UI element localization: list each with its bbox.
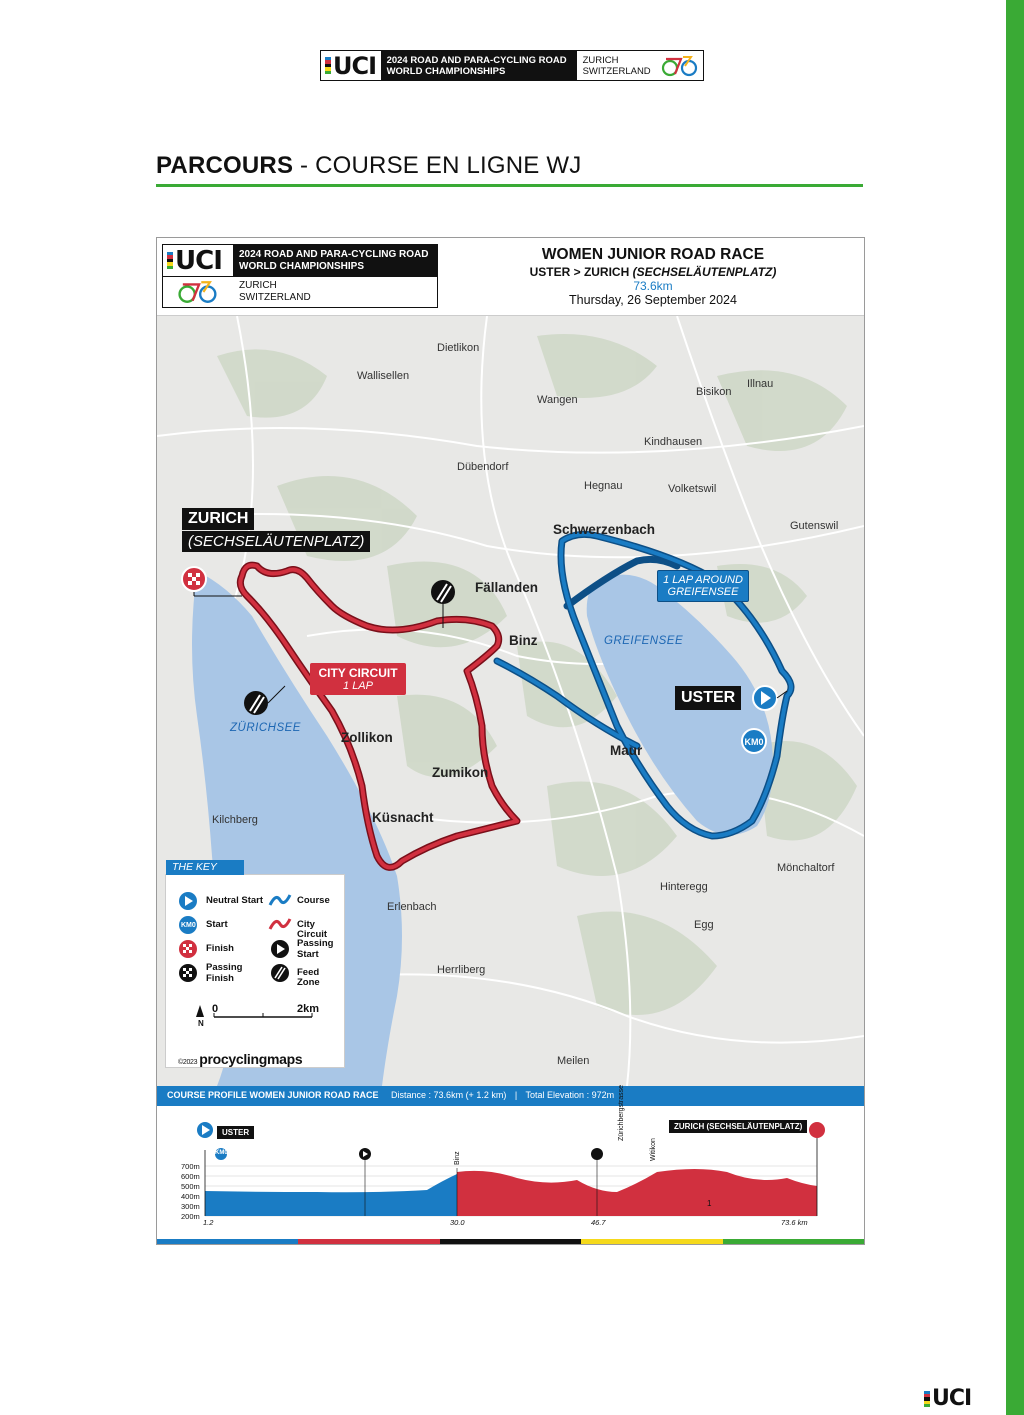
callout-city-circuit: CITY CIRCUIT 1 LAP [310, 663, 406, 695]
feed-zone-legend-icon [270, 963, 290, 983]
place-dubendorf: Dübendorf [457, 461, 509, 473]
map-event-logo: UCI 2024 ROAD AND PARA-CYCLING ROAD WORLD CHAMPIONSHIPS ZURICH SWITZERLAND [162, 244, 438, 308]
place-hegnau: Hegnau [584, 480, 623, 492]
place-hinteregg: Hinteregg [660, 881, 708, 893]
profile-feed-mark: 1 [707, 1199, 712, 1208]
footer-uci-logo: UCI [924, 1388, 971, 1410]
event-banner [320, 50, 704, 81]
place-kindhausen: Kindhausen [644, 436, 703, 448]
km-mark: 30.0 [450, 1218, 465, 1227]
zurich-2024-emblem-icon [163, 277, 233, 307]
uci-logo-text: UCI [333, 51, 377, 80]
km-mark: 73.6 km [781, 1218, 808, 1227]
title-underline [156, 184, 863, 187]
elevation-label: 300m [181, 1202, 200, 1211]
race-route: USTER > ZURICH (SECHSELÄUTENPLATZ) [529, 265, 777, 279]
elevation-label: 400m [181, 1192, 200, 1201]
place-bisikon: Bisikon [696, 386, 732, 398]
route-map [156, 237, 865, 1245]
profile-blue-section [205, 1174, 457, 1216]
callout-zurich-finish: ZURICH (SECHSELÄUTENPLATZ) [182, 508, 370, 552]
procyclingmaps-brand: ©2023 procyclingmaps [178, 1051, 303, 1067]
race-date: Thursday, 26 September 2024 [569, 293, 737, 307]
uci-color-band [157, 1239, 864, 1244]
north-label: N [198, 1019, 204, 1028]
place-herrliberg: Herrliberg [437, 964, 486, 976]
place-schwerzenbach: Schwerzenbach [553, 522, 656, 537]
callout-greifensee-lap: 1 LAP AROUND GREIFENSEE [657, 570, 749, 602]
callout-uster-start: USTER [675, 686, 741, 710]
elevation-label: 500m [181, 1182, 200, 1191]
place-volketswil: Volketswil [668, 483, 717, 495]
scale-end: 2km [297, 1003, 320, 1015]
place-binz: Binz [509, 633, 538, 648]
lake-zurichsee-label: ZÜRICHSEE [230, 722, 301, 734]
side-green-strip [1006, 0, 1024, 1415]
uci-rainbow-bars [325, 57, 331, 75]
race-distance: 73.6km [633, 279, 673, 293]
place-egg: Egg [694, 919, 714, 931]
place-gutenswil: Gutenswil [790, 520, 839, 532]
elevation-label: 200m [181, 1212, 200, 1221]
event-name: 2024 ROAD AND PARA-CYCLING ROAD WORLD CHAMPIONSHIPS [381, 51, 577, 80]
profile-finish-icon [809, 1122, 825, 1138]
place-illnau: Illnau [747, 378, 774, 390]
km-mark: 46.7 [591, 1218, 606, 1227]
neutral-start-icon [178, 891, 198, 911]
profile-witikon-label: Witikon [650, 1138, 657, 1161]
zurich-2024-emblem-icon [657, 51, 703, 80]
city-circuit-line-icon [268, 915, 292, 933]
place-kilchberg: Kilchberg [212, 814, 258, 826]
place-kusnacht: Küsnacht [372, 810, 434, 825]
place-fallanden: Fällanden [475, 580, 539, 595]
feed-zone-icon [244, 691, 268, 715]
uci-logo-text: UCI [175, 245, 222, 276]
km0-marker-label: KM0 [744, 737, 764, 747]
map-legend: THE KEY Neutral Start KM0 Start Finish Passing Finish Course City Circuit Passing Start Feed Zone N 0 2km ©2023 procyclingmaps [165, 874, 345, 1068]
km-mark: 1.2 [203, 1218, 214, 1227]
uci-logo [321, 51, 381, 80]
profile-finish-tag: ZURICH (SECHSELÄUTENPLATZ) [669, 1120, 807, 1133]
elevation-label: 600m [181, 1172, 200, 1181]
place-meilen: Meilen [557, 1055, 590, 1067]
place-zumikon: Zumikon [432, 765, 489, 780]
event-location: ZURICH SWITZERLAND [582, 55, 651, 77]
profile-passing-finish-icon [591, 1148, 603, 1160]
place-dietlikon: Dietlikon [437, 342, 480, 354]
place-monchaltorf: Mönchaltorf [777, 862, 835, 874]
lake-greifensee-label: GREIFENSEE [604, 635, 684, 647]
neutral-start-marker-icon [753, 686, 777, 710]
profile-start-tag: USTER [217, 1126, 254, 1139]
scale-zero: 0 [212, 1003, 219, 1015]
place-wangen: Wangen [537, 394, 578, 406]
profile-km0-label: KM0 [215, 1150, 228, 1156]
page-title: PARCOURS - COURSE EN LIGNE WJ [156, 152, 582, 179]
passing-finish-icon [178, 963, 198, 983]
race-info [477, 246, 829, 307]
legend-title: THE KEY [166, 860, 244, 875]
place-wallisellen: Wallisellen [357, 370, 410, 382]
place-zollikon: Zollikon [341, 730, 393, 745]
passing-start-icon [270, 939, 290, 959]
place-maur: Maur [610, 743, 643, 758]
profile-zurichbergstrasse-label: Zürichbergstrasse [618, 1084, 625, 1141]
map-header [157, 238, 864, 316]
place-erlenbach: Erlenbach [387, 901, 437, 913]
elevation-label: 700m [181, 1162, 200, 1171]
race-name: WOMEN JUNIOR ROAD RACE [541, 246, 765, 263]
profile-binz-label: Binz [454, 1151, 461, 1165]
finish-icon [178, 939, 198, 959]
feed-zone-icon [431, 580, 455, 604]
profile-header: COURSE PROFILE WOMEN JUNIOR ROAD RACE Distance : 73.6km (+ 1.2 km) | Total Elevation : 972m [157, 1086, 864, 1106]
course-line-icon [268, 891, 292, 909]
